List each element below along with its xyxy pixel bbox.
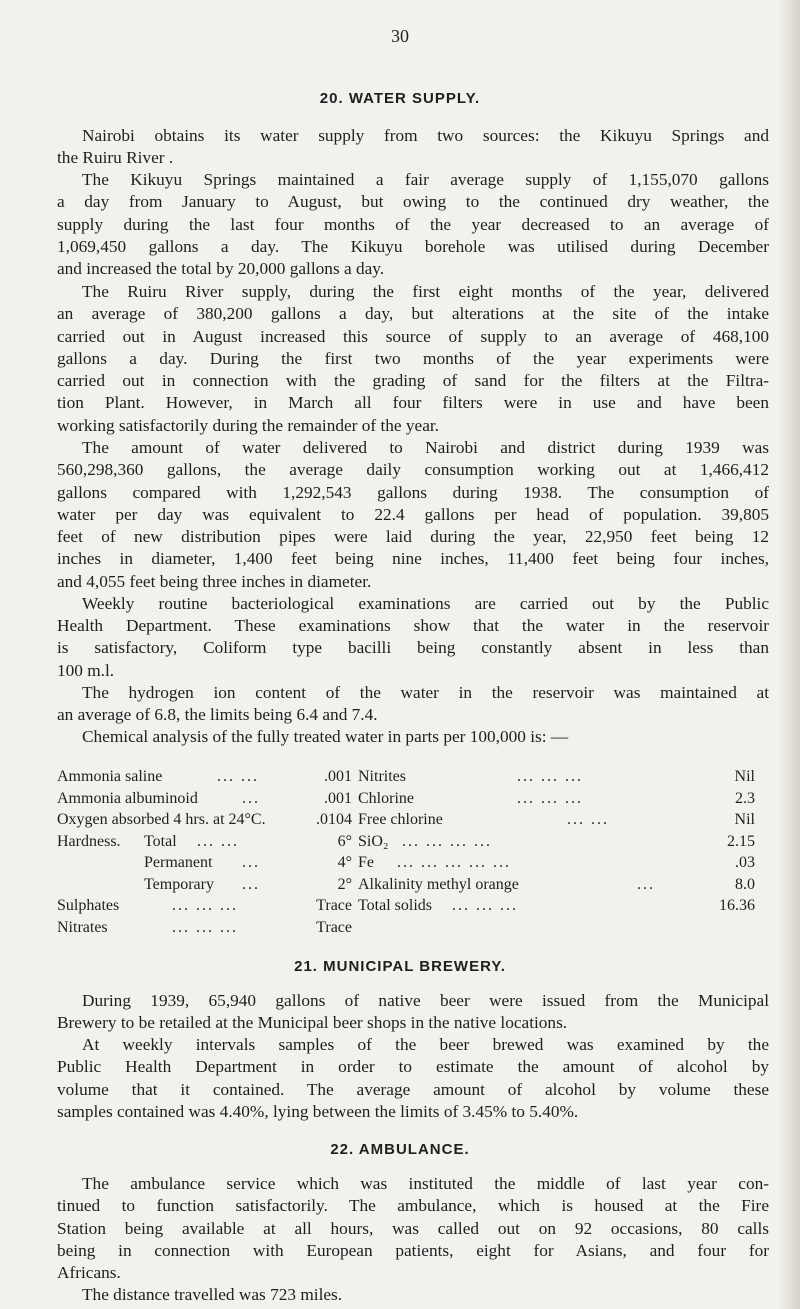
analysis-value: .03: [735, 854, 755, 871]
leader-dots: ... ... ...: [172, 897, 238, 914]
leader-dots: ... ...: [197, 832, 239, 850]
text-line: 100 m.l.: [57, 660, 115, 680]
analysis-label: Oxygen absorbed 4 hrs. at 24°C.: [57, 811, 266, 828]
analysis-label: Chlorine: [358, 789, 414, 807]
analysis-label: Nitrates: [57, 918, 108, 936]
section-heading-water-supply: 20. WATER SUPPLY.: [319, 90, 481, 107]
analysis-value: 4°: [337, 854, 352, 871]
text-line: Africans.: [57, 1263, 121, 1283]
table-row: [57, 852, 777, 874]
text-line: During 1939, 65,940 gallons of native beer were issued from the Municipal: [82, 991, 769, 1010]
section-heading-municipal-brewery: 21. MUNICIPAL BREWERY.: [294, 958, 506, 975]
analysis-label: Sulphates: [57, 897, 120, 914]
text-line: gallons compared with 1,292,543 gallons during 1938. The consumption of: [57, 482, 769, 502]
leader-dots: ... ... ... ... ...: [397, 854, 511, 871]
text-line: The hydrogen ion content of the water in the reservoir was maintained at: [82, 683, 769, 702]
paragraph-continued: [57, 615, 769, 682]
text-line: Brewery to be retailed at the Municipal beer shops in the native locations.: [57, 1013, 568, 1033]
text-line: gallons a day. During the first two months of the year experiments were: [57, 348, 769, 368]
table-row: [57, 895, 777, 917]
leader-dots: ... ... ... ...: [402, 832, 492, 850]
analysis-sublabel: Temporary: [144, 875, 214, 893]
analysis-label: Ammonia saline: [57, 768, 163, 785]
text-line: tinued to function satisfactorily. The ambulance, which is housed at the Fire: [57, 1196, 769, 1216]
text-line: supply during the last four months of the year decreased to an average of: [57, 214, 769, 234]
table-row: [57, 917, 777, 939]
page-number: 30: [391, 26, 409, 46]
text-line: samples contained was 4.40%, lying between the limits of 3.45% to 5.40%.: [57, 1101, 579, 1121]
paragraph: [57, 1173, 769, 1307]
text-line: Health Department. These examinations show that the water in the reservoir: [57, 616, 769, 635]
paragraph: [57, 990, 769, 1035]
text-line: The amount of water delivered to Nairobi and district during 1939 was: [82, 438, 769, 457]
table-row: [57, 809, 777, 831]
analysis-label: Free chlorine: [358, 811, 443, 828]
paragraph: [57, 682, 769, 727]
analysis-value: Trace: [316, 897, 352, 914]
paragraph: [57, 169, 769, 280]
leader-dots: ... ... ...: [452, 897, 518, 914]
text-line: inches in diameter, 1,400 feet being nine inches, 11,400 feet being four inches,: [57, 549, 769, 569]
leader-dots: ...: [242, 854, 260, 871]
text-line: water per day was equivalent to 22.4 gallons per head of population. 39,805: [57, 504, 769, 524]
text-line: At weekly intervals samples of the beer brewed was examined by the: [82, 1035, 769, 1054]
text-line: The ambulance service which was instituted the middle of last year con-: [82, 1174, 769, 1193]
text-line: 1,069,450 gallons a day. The Kikuyu borehole was utilised during December: [57, 236, 769, 256]
leader-dots: ... ... ...: [517, 789, 583, 807]
paragraph: [57, 437, 769, 593]
analysis-value: 8.0: [735, 875, 755, 893]
analysis-value: 2.3: [735, 789, 755, 807]
text-line: Public Health Department in order to estimate the amount of alcohol by: [57, 1057, 769, 1077]
paragraph: [57, 1034, 769, 1123]
analysis-label: SiO₂: [358, 832, 389, 850]
text-line: carried out in August increased this source of supply to an average of 468,100: [57, 326, 769, 346]
text-line: Nairobi obtains its water supply from two sources: the Kikuyu Springs and: [82, 126, 769, 145]
page-edge-shadow: [778, 0, 800, 1309]
leader-dots: ...: [242, 875, 260, 893]
text-line: feet of new distribution pipes were laid during the year, 22,950 feet being 12: [57, 527, 769, 547]
text-line: Chemical analysis of the fully treated water in parts per 100,000 is: —: [82, 727, 569, 746]
text-line: Weekly routine bacteriological examinations are carried out by the Public: [82, 594, 769, 613]
leader-dots: ...: [242, 789, 260, 807]
leader-dots: ... ...: [567, 811, 609, 828]
analysis-value: 16.36: [719, 897, 755, 914]
analysis-label: Total solids: [358, 897, 432, 914]
analysis-value: Nil: [734, 768, 755, 785]
analysis-value: 2.15: [727, 832, 755, 850]
analysis-value: .001: [324, 768, 352, 785]
text-line: is satisfactory, Coliform type bacilli being constantly absent in less than: [57, 638, 769, 658]
text-line: the Ruiru River .: [57, 148, 174, 168]
text-line: being in connection with European patients, eight for Asians, and four for: [57, 1240, 769, 1260]
text-line: tion Plant. However, in March all four filters were in use and have been: [57, 393, 769, 413]
analysis-label: Alkalinity methyl orange: [358, 875, 519, 893]
analysis-sublabel: Permanent: [144, 854, 213, 871]
section-heading-ambulance: 22. AMBULANCE.: [330, 1141, 470, 1158]
leader-dots: ... ... ...: [172, 918, 238, 936]
analysis-value: .001: [324, 789, 352, 807]
analysis-label: Nitrites: [358, 768, 406, 785]
analysis-label: Hardness.: [57, 832, 121, 850]
analysis-value: 6°: [337, 832, 352, 850]
leader-dots: ... ... ...: [517, 768, 583, 785]
text-line: volume that it contained. The average amount of alcohol by volume these: [57, 1079, 769, 1099]
table-row: [57, 766, 777, 788]
text-line: The Ruiru River supply, during the first eight months of the year, delivered: [82, 282, 769, 301]
text-line: an average of 6.8, the limits being 6.4 and 7.4.: [57, 705, 378, 725]
text-line: working satisfactorily during the remainder of the year.: [57, 415, 439, 435]
analysis-label: Fe: [358, 854, 374, 871]
leader-dots: ...: [637, 875, 655, 893]
analysis-label: Ammonia albuminoid: [57, 789, 198, 807]
analysis-value: 2°: [337, 875, 352, 893]
table-row: [57, 831, 777, 853]
paragraph: [57, 281, 769, 437]
paragraph: [57, 125, 769, 170]
chemical-analysis-table: [57, 766, 777, 938]
text-line: The Kikuyu Springs maintained a fair average supply of 1,155,070 gallons: [82, 170, 769, 189]
paragraph: [57, 726, 769, 748]
analysis-value: .0104: [316, 811, 352, 828]
paragraph: [57, 593, 769, 615]
text-line: a day from January to August, but owing to the continued dry weather, the: [57, 192, 769, 212]
analysis-value: Nil: [734, 811, 755, 828]
text-line: and increased the total by 20,000 gallons a day.: [57, 259, 385, 279]
analysis-sublabel: Total: [144, 832, 177, 850]
analysis-value: Trace: [316, 918, 352, 936]
text-line: The distance travelled was 723 miles.: [82, 1285, 343, 1305]
text-line: 560,298,360 gallons, the average daily consumption working out at 1,466,412: [57, 460, 769, 480]
table-row: [57, 874, 777, 896]
table-row: [57, 788, 777, 810]
text-line: carried out in connection with the grading of sand for the filters at the Filtra-: [57, 371, 769, 391]
text-line: Station being available at all hours, was called out on 92 occasions, 80 calls: [57, 1218, 769, 1238]
leader-dots: ... ...: [217, 768, 259, 785]
text-line: an average of 380,200 gallons a day, but alterations at the site of the intake: [57, 304, 769, 324]
text-line: and 4,055 feet being three inches in diameter.: [57, 571, 372, 591]
